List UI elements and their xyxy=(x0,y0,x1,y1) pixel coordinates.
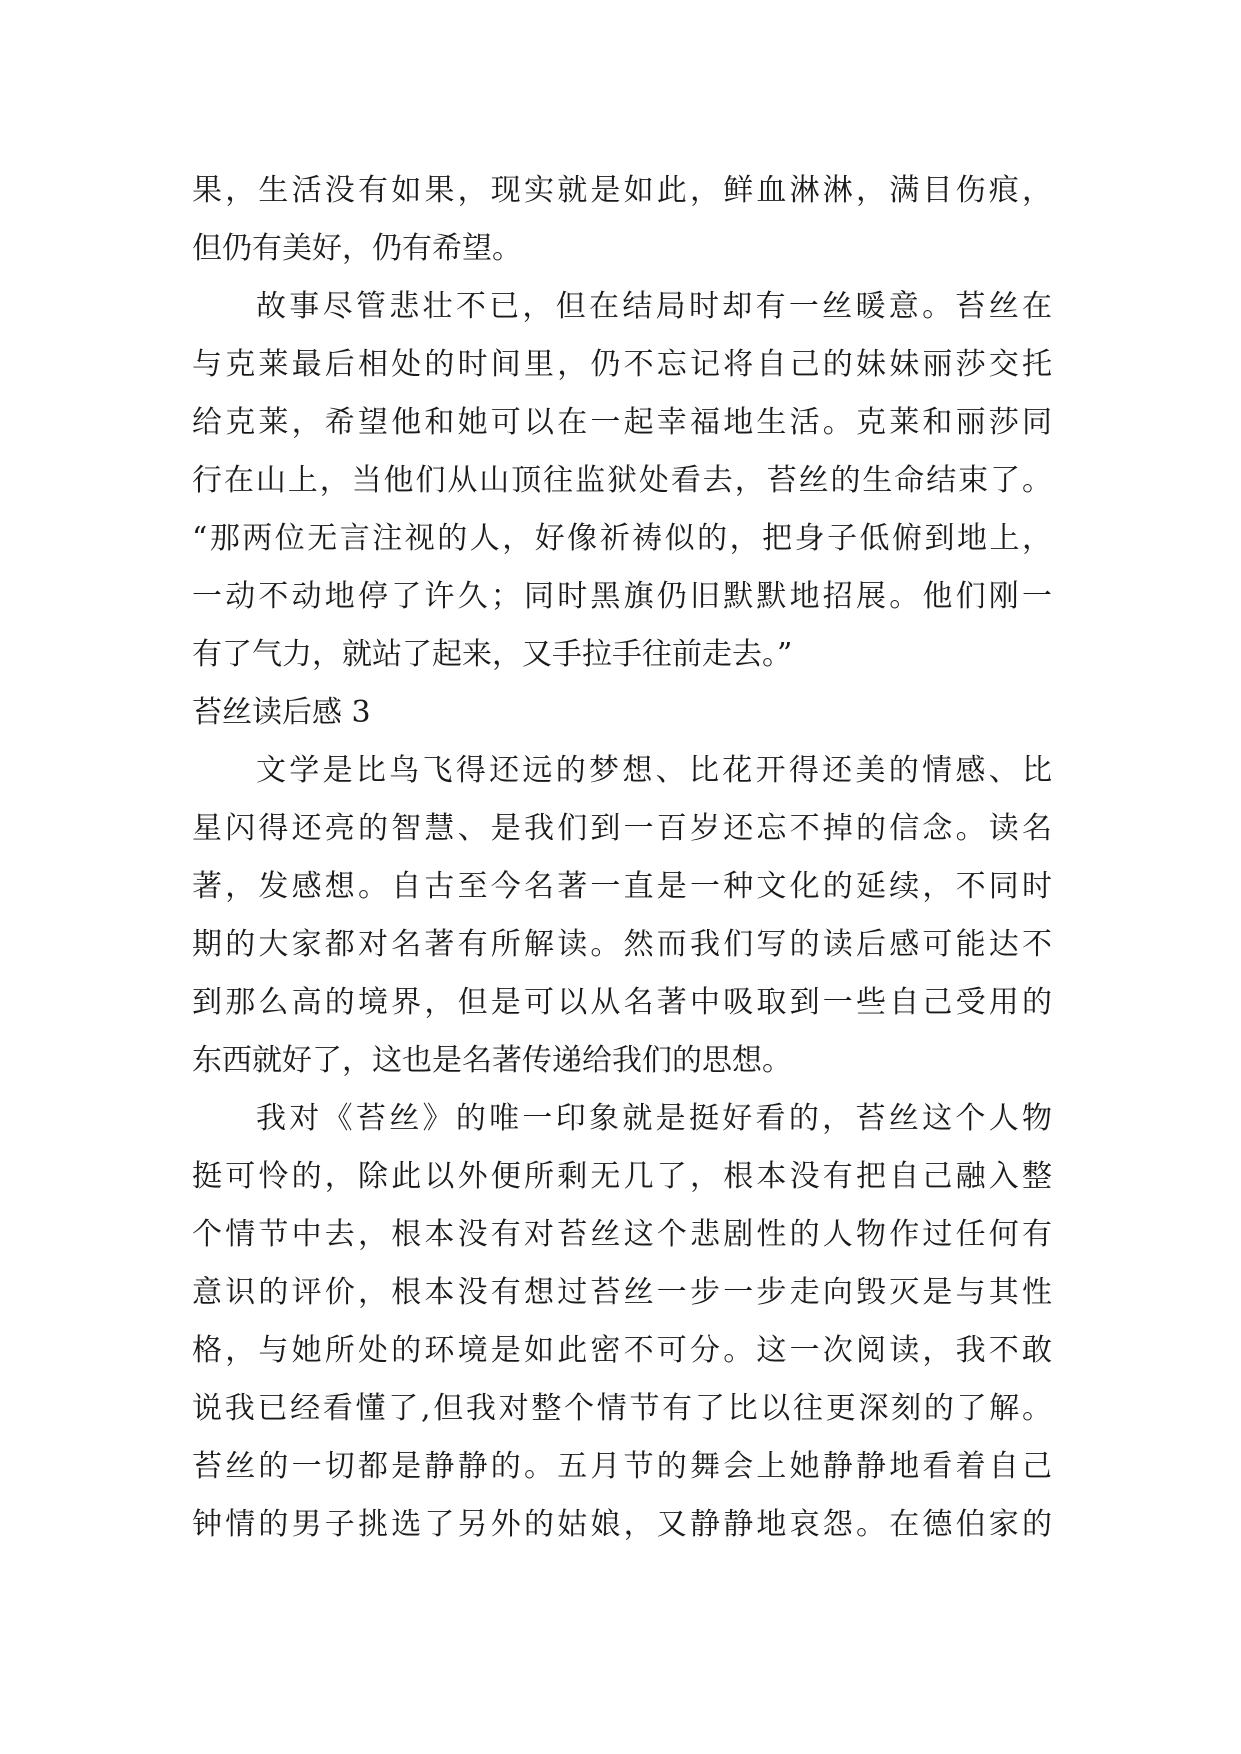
text-line: 到那么高的境界，但是可以从名著中吸取到一些自己受用的 xyxy=(192,985,1052,1020)
paragraph-first-line: 文学是比鸟飞得还远的梦想、比花开得还美的情感、比 xyxy=(256,753,1052,788)
text-line: 著，发感想。自古至今名著一直是一种文化的延续，不同时 xyxy=(192,869,1052,904)
text-line: “那两位无言注视的人，好像祈祷似的，把身子低俯到地上， xyxy=(192,521,1052,556)
text-line: 星闪得还亮的智慧、是我们到一百岁还忘不掉的信念。读名 xyxy=(192,811,1052,846)
text-line: 钟情的男子挑选了另外的姑娘，又静静地哀怨。在德伯家的 xyxy=(192,1507,1052,1542)
document-body xyxy=(192,162,1052,1554)
text-line: 行在山上，当他们从山顶往监狱处看去，苔丝的生命结束了。 xyxy=(192,463,1052,498)
text-line: 果，生活没有如果，现实就是如此，鲜血淋淋，满目伤痕， xyxy=(192,173,1052,208)
text-line: 意识的评价，根本没有想过苔丝一步一步走向毁灭是与其性 xyxy=(192,1275,1052,1310)
text-line: 但仍有美好，仍有希望。 xyxy=(192,231,522,266)
text-line: 格，与她所处的环境是如此密不可分。这一次阅读，我不敢 xyxy=(192,1333,1052,1368)
text-line: 苔丝的一切都是静静的。五月节的舞会上她静静地看着自己 xyxy=(192,1449,1052,1484)
text-line: 有了气力，就站了起来，又手拉手往前走去。” xyxy=(192,637,793,672)
text-line: 说我已经看懂了,但我对整个情节有了比以往更深刻的了解。 xyxy=(192,1391,1052,1426)
text-line: 东西就好了，这也是名著传递给我们的思想。 xyxy=(192,1043,792,1078)
text-line: 一动不动地停了许久；同时黑旗仍旧默默地招展。他们刚一 xyxy=(192,579,1052,614)
paragraph-first-line: 我对《苔丝》的唯一印象就是挺好看的，苔丝这个人物 xyxy=(256,1101,1052,1136)
text-line: 个情节中去，根本没有对苔丝这个悲剧性的人物作过任何有 xyxy=(192,1217,1052,1252)
text-line: 与克莱最后相处的时间里，仍不忘记将自己的妹妹丽莎交托 xyxy=(192,347,1052,382)
text-line: 给克莱，希望他和她可以在一起幸福地生活。克莱和丽莎同 xyxy=(192,405,1052,440)
section-heading: 苔丝读后感 3 xyxy=(192,695,371,730)
text-line: 期的大家都对名著有所解读。然而我们写的读后感可能达不 xyxy=(192,927,1052,962)
text-line: 挺可怜的，除此以外便所剩无几了，根本没有把自己融入整 xyxy=(192,1159,1052,1194)
paragraph-first-line: 故事尽管悲壮不已，但在结局时却有一丝暖意。苔丝在 xyxy=(256,289,1052,324)
